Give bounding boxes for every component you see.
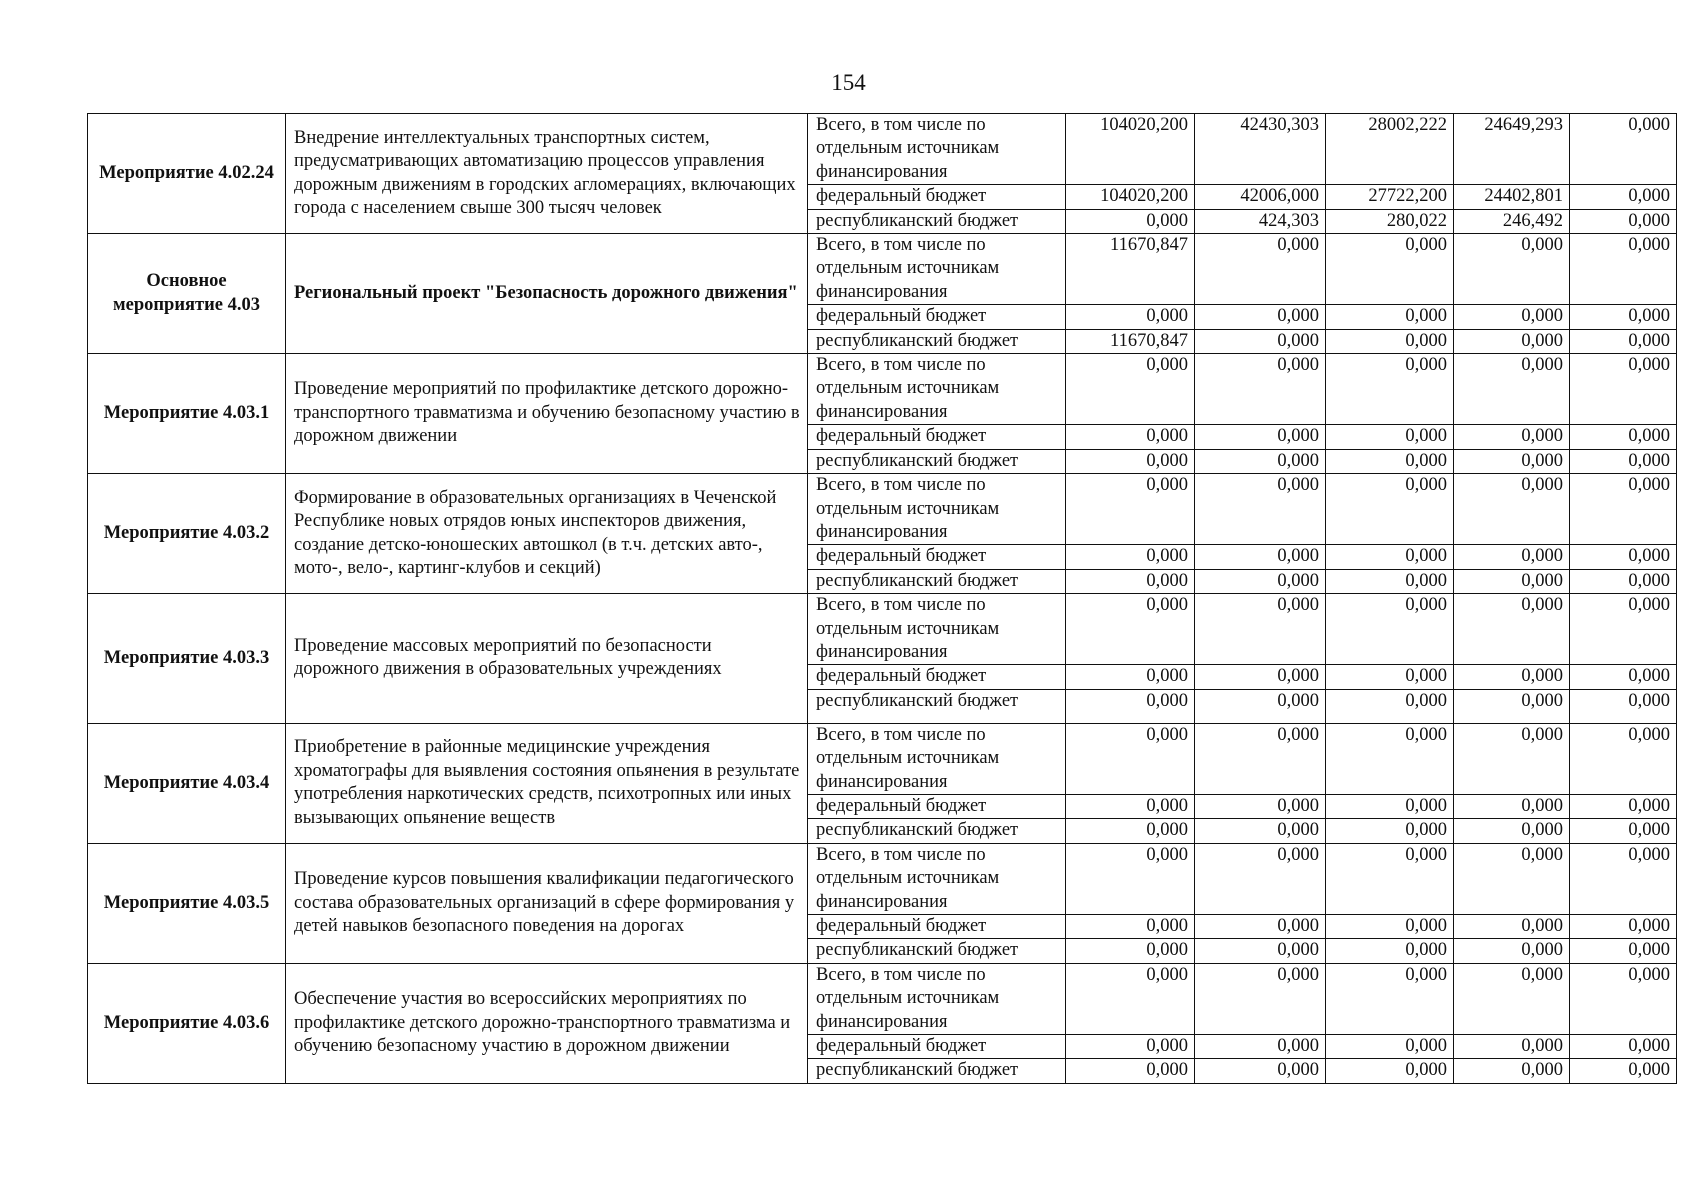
amount-cell: 0,000 <box>1570 449 1677 473</box>
amount-cell: 0,000 <box>1570 474 1677 545</box>
source-total: Всего, в том числе по отдельным источникам финансирования <box>808 594 1066 665</box>
amount-cell: 0,000 <box>1454 354 1570 425</box>
source-total: Всего, в том числе по отдельным источникам финансирования <box>808 723 1066 794</box>
budget-table-body <box>88 114 1677 1084</box>
amount-cell: 0,000 <box>1570 329 1677 353</box>
source-federal: федеральный бюджет <box>808 915 1066 939</box>
amount-cell: 24649,293 <box>1454 114 1570 185</box>
source-federal: федеральный бюджет <box>808 305 1066 329</box>
source-total: Всего, в том числе по отдельным источникам финансирования <box>808 963 1066 1034</box>
amount-cell: 0,000 <box>1066 939 1195 963</box>
amount-cell: 0,000 <box>1066 665 1195 689</box>
amount-cell: 0,000 <box>1195 963 1326 1034</box>
amount-cell: 0,000 <box>1195 234 1326 305</box>
amount-cell: 0,000 <box>1066 425 1195 449</box>
amount-cell: 0,000 <box>1454 449 1570 473</box>
amount-cell: 0,000 <box>1454 843 1570 914</box>
source-total: Всего, в том числе по отдельным источникам финансирования <box>808 843 1066 914</box>
amount-cell: 0,000 <box>1066 963 1195 1034</box>
amount-cell: 0,000 <box>1570 545 1677 569</box>
amount-cell: 0,000 <box>1195 1059 1326 1083</box>
source-total: Всего, в том числе по отдельным источникам финансирования <box>808 354 1066 425</box>
amount-cell: 0,000 <box>1326 915 1454 939</box>
amount-cell: 104020,200 <box>1066 185 1195 209</box>
source-republic: республиканский бюджет <box>808 449 1066 473</box>
amount-cell: 0,000 <box>1570 594 1677 665</box>
source-republic: республиканский бюджет <box>808 689 1066 723</box>
amount-cell: 424,303 <box>1195 209 1326 233</box>
amount-cell: 24402,801 <box>1454 185 1570 209</box>
amount-cell: 0,000 <box>1066 819 1195 843</box>
amount-cell: 0,000 <box>1570 354 1677 425</box>
amount-cell: 0,000 <box>1326 305 1454 329</box>
amount-cell: 0,000 <box>1326 569 1454 593</box>
amount-cell: 0,000 <box>1195 843 1326 914</box>
activity-name: Проведение массовых мероприятий по безопасности дорожного движения в образовательных учреждениях <box>286 594 808 724</box>
amount-cell: 0,000 <box>1570 569 1677 593</box>
amount-cell: 0,000 <box>1326 234 1454 305</box>
amount-cell: 280,022 <box>1326 209 1454 233</box>
amount-cell: 0,000 <box>1570 114 1677 185</box>
amount-cell: 0,000 <box>1066 794 1195 818</box>
amount-cell: 0,000 <box>1066 474 1195 545</box>
page-number: 154 <box>831 70 866 95</box>
amount-cell: 0,000 <box>1570 665 1677 689</box>
source-republic: республиканский бюджет <box>808 939 1066 963</box>
activity-code: Основное мероприятие 4.03 <box>88 234 286 354</box>
amount-cell: 0,000 <box>1570 425 1677 449</box>
amount-cell: 0,000 <box>1570 963 1677 1034</box>
source-total: Всего, в том числе по отдельным источникам финансирования <box>808 234 1066 305</box>
amount-cell: 0,000 <box>1326 545 1454 569</box>
amount-cell: 0,000 <box>1195 665 1326 689</box>
amount-cell: 0,000 <box>1454 474 1570 545</box>
amount-cell: 0,000 <box>1066 545 1195 569</box>
amount-cell: 0,000 <box>1195 1035 1326 1059</box>
amount-cell: 0,000 <box>1570 1035 1677 1059</box>
amount-cell: 0,000 <box>1454 329 1570 353</box>
amount-cell: 0,000 <box>1454 425 1570 449</box>
amount-cell: 27722,200 <box>1326 185 1454 209</box>
table-row <box>88 843 1677 914</box>
amount-cell: 0,000 <box>1066 843 1195 914</box>
source-republic: республиканский бюджет <box>808 329 1066 353</box>
amount-cell: 0,000 <box>1454 723 1570 794</box>
source-republic: республиканский бюджет <box>808 1059 1066 1083</box>
amount-cell: 42430,303 <box>1195 114 1326 185</box>
source-federal: федеральный бюджет <box>808 794 1066 818</box>
amount-cell: 0,000 <box>1195 794 1326 818</box>
amount-cell: 0,000 <box>1195 939 1326 963</box>
activity-code: Мероприятие 4.02.24 <box>88 114 286 234</box>
table-row <box>88 723 1677 794</box>
amount-cell: 0,000 <box>1326 449 1454 473</box>
amount-cell: 0,000 <box>1454 819 1570 843</box>
activity-code: Мероприятие 4.03.2 <box>88 474 286 594</box>
amount-cell: 0,000 <box>1454 915 1570 939</box>
activity-code: Мероприятие 4.03.1 <box>88 354 286 474</box>
activity-code: Мероприятие 4.03.3 <box>88 594 286 724</box>
amount-cell: 0,000 <box>1326 819 1454 843</box>
activity-name: Проведение курсов повышения квалификации педагогического состава образовательных организаций в сфере формирования у детей навыков безопасного поведения на дорогах <box>286 843 808 963</box>
amount-cell: 0,000 <box>1326 963 1454 1034</box>
amount-cell: 0,000 <box>1570 234 1677 305</box>
source-federal: федеральный бюджет <box>808 545 1066 569</box>
amount-cell: 0,000 <box>1066 305 1195 329</box>
amount-cell: 0,000 <box>1326 474 1454 545</box>
source-total: Всего, в том числе по отдельным источникам финансирования <box>808 114 1066 185</box>
source-total: Всего, в том числе по отдельным источникам финансирования <box>808 474 1066 545</box>
amount-cell: 0,000 <box>1570 689 1677 723</box>
amount-cell: 0,000 <box>1326 594 1454 665</box>
amount-cell: 0,000 <box>1326 1059 1454 1083</box>
amount-cell: 0,000 <box>1570 915 1677 939</box>
amount-cell: 0,000 <box>1195 569 1326 593</box>
amount-cell: 0,000 <box>1195 594 1326 665</box>
activity-code: Мероприятие 4.03.4 <box>88 723 286 843</box>
amount-cell: 0,000 <box>1195 425 1326 449</box>
amount-cell: 0,000 <box>1066 569 1195 593</box>
source-republic: республиканский бюджет <box>808 569 1066 593</box>
table-row <box>88 474 1677 545</box>
amount-cell: 11670,847 <box>1066 234 1195 305</box>
amount-cell: 0,000 <box>1066 1035 1195 1059</box>
budget-table <box>87 113 1677 1084</box>
amount-cell: 0,000 <box>1066 354 1195 425</box>
activity-name: Региональный проект "Безопасность дорожного движения" <box>286 234 808 354</box>
activity-name: Приобретение в районные медицинские учреждения хроматографы для выявления состояния опьянения в результате употребления наркотических средств, психотропных или иных вызывающих опьянение веществ <box>286 723 808 843</box>
amount-cell: 0,000 <box>1195 689 1326 723</box>
amount-cell: 0,000 <box>1326 354 1454 425</box>
amount-cell: 0,000 <box>1326 843 1454 914</box>
source-republic: республиканский бюджет <box>808 819 1066 843</box>
amount-cell: 42006,000 <box>1195 185 1326 209</box>
amount-cell: 0,000 <box>1195 305 1326 329</box>
source-federal: федеральный бюджет <box>808 665 1066 689</box>
table-row <box>88 234 1677 305</box>
amount-cell: 0,000 <box>1326 794 1454 818</box>
amount-cell: 0,000 <box>1570 939 1677 963</box>
amount-cell: 0,000 <box>1454 939 1570 963</box>
source-federal: федеральный бюджет <box>808 1035 1066 1059</box>
amount-cell: 0,000 <box>1570 723 1677 794</box>
activity-name: Обеспечение участия во всероссийских мероприятиях по профилактике детского дорожно-транспортного травматизма и обучению безопасному участию в дорожном движении <box>286 963 808 1083</box>
amount-cell: 0,000 <box>1066 594 1195 665</box>
amount-cell: 0,000 <box>1195 915 1326 939</box>
amount-cell: 0,000 <box>1454 665 1570 689</box>
amount-cell: 0,000 <box>1570 209 1677 233</box>
activity-name: Формирование в образовательных организациях в Чеченской Республике новых отрядов юных инспекторов движения, создание детско-юношеских автошкол (в т.ч. детских авто-, мото-, вело-, картинг-клубов и секций) <box>286 474 808 594</box>
amount-cell: 0,000 <box>1195 449 1326 473</box>
table-row <box>88 963 1677 1034</box>
table-row <box>88 114 1677 185</box>
amount-cell: 0,000 <box>1326 723 1454 794</box>
source-republic: республиканский бюджет <box>808 209 1066 233</box>
amount-cell: 0,000 <box>1570 185 1677 209</box>
amount-cell: 0,000 <box>1570 1059 1677 1083</box>
activity-name: Проведение мероприятий по профилактике детского дорожно-транспортного травматизма и обучению безопасному участию в дорожном движении <box>286 354 808 474</box>
amount-cell: 0,000 <box>1454 1059 1570 1083</box>
amount-cell: 0,000 <box>1454 545 1570 569</box>
amount-cell: 0,000 <box>1195 474 1326 545</box>
amount-cell: 0,000 <box>1454 569 1570 593</box>
amount-cell: 0,000 <box>1454 794 1570 818</box>
amount-cell: 0,000 <box>1326 665 1454 689</box>
table-row <box>88 594 1677 665</box>
amount-cell: 0,000 <box>1454 963 1570 1034</box>
amount-cell: 0,000 <box>1195 819 1326 843</box>
amount-cell: 0,000 <box>1066 723 1195 794</box>
activity-name: Внедрение интеллектуальных транспортных систем, предусматривающих автоматизацию процессов управления дорожным движениям в городских агломерациях, включающих города с населением свыше 300 тысяч человек <box>286 114 808 234</box>
amount-cell: 246,492 <box>1454 209 1570 233</box>
source-federal: федеральный бюджет <box>808 185 1066 209</box>
amount-cell: 0,000 <box>1326 329 1454 353</box>
amount-cell: 28002,222 <box>1326 114 1454 185</box>
amount-cell: 0,000 <box>1066 1059 1195 1083</box>
amount-cell: 11670,847 <box>1066 329 1195 353</box>
amount-cell: 0,000 <box>1066 449 1195 473</box>
amount-cell: 0,000 <box>1454 689 1570 723</box>
amount-cell: 0,000 <box>1326 689 1454 723</box>
amount-cell: 0,000 <box>1195 545 1326 569</box>
amount-cell: 0,000 <box>1326 425 1454 449</box>
table-row <box>88 354 1677 425</box>
amount-cell: 0,000 <box>1195 723 1326 794</box>
amount-cell: 0,000 <box>1326 939 1454 963</box>
amount-cell: 0,000 <box>1454 1035 1570 1059</box>
amount-cell: 0,000 <box>1570 843 1677 914</box>
amount-cell: 0,000 <box>1066 915 1195 939</box>
amount-cell: 0,000 <box>1066 689 1195 723</box>
amount-cell: 0,000 <box>1195 329 1326 353</box>
amount-cell: 0,000 <box>1195 354 1326 425</box>
amount-cell: 0,000 <box>1066 209 1195 233</box>
amount-cell: 0,000 <box>1570 794 1677 818</box>
amount-cell: 0,000 <box>1326 1035 1454 1059</box>
amount-cell: 0,000 <box>1570 819 1677 843</box>
amount-cell: 0,000 <box>1454 234 1570 305</box>
activity-code: Мероприятие 4.03.5 <box>88 843 286 963</box>
source-federal: федеральный бюджет <box>808 425 1066 449</box>
activity-code: Мероприятие 4.03.6 <box>88 963 286 1083</box>
amount-cell: 104020,200 <box>1066 114 1195 185</box>
amount-cell: 0,000 <box>1454 594 1570 665</box>
amount-cell: 0,000 <box>1454 305 1570 329</box>
amount-cell: 0,000 <box>1570 305 1677 329</box>
